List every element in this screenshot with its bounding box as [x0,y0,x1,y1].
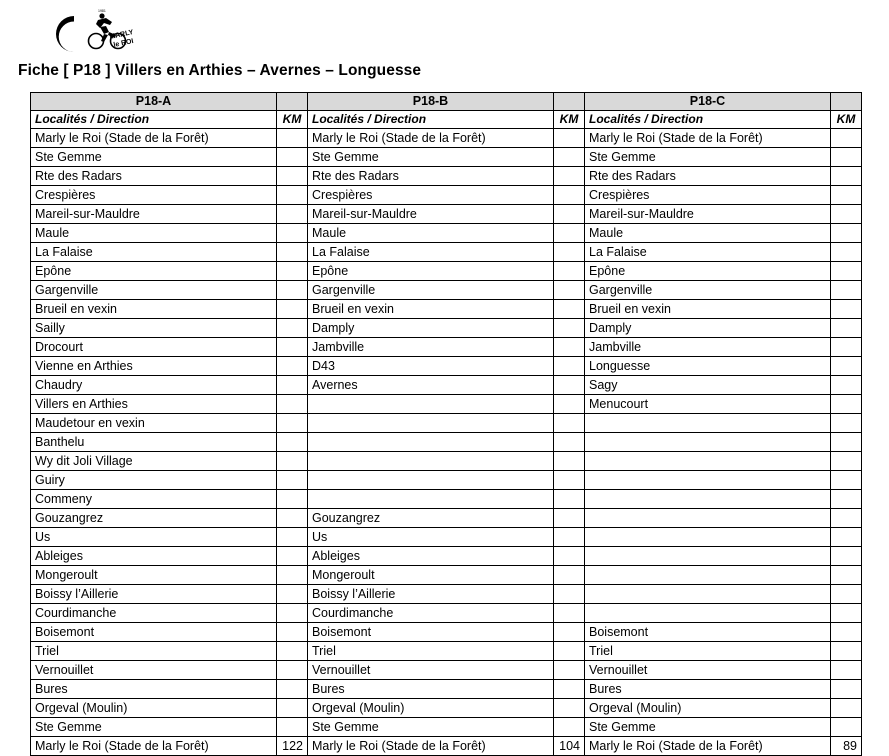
cell-locality-a: Ableiges [31,547,277,566]
cell-km-a [277,585,308,604]
cell-km-b [554,357,585,376]
cell-km-c [831,642,862,661]
cell-km-a [277,433,308,452]
cell-km-c [831,338,862,357]
cell-locality-c [585,490,831,509]
cell-locality-c: Sagy [585,376,831,395]
cell-km-b [554,281,585,300]
cell-locality-a: Gargenville [31,281,277,300]
cell-locality-c: Vernouillet [585,661,831,680]
cell-km-b [554,433,585,452]
table-row [31,319,862,338]
cell-km-b [554,414,585,433]
cell-km-b [554,300,585,319]
cell-locality-a: Ste Gemme [31,148,277,167]
column-header-locality-b: Localités / Direction [308,111,554,129]
cell-km-b [554,395,585,414]
cell-km-c [831,433,862,452]
cell-km-a [277,262,308,281]
cell-locality-b: Courdimanche [308,604,554,623]
cell-km-a [277,224,308,243]
cell-km-c [831,186,862,205]
cell-locality-c: Gargenville [585,281,831,300]
cell-km-b [554,376,585,395]
svg-text:le ROI: le ROI [112,37,135,49]
routes-table-container [30,92,862,756]
cell-locality-c: Orgeval (Moulin) [585,699,831,718]
cell-km-b [554,547,585,566]
page-title: Fiche [ P18 ] Villers en Arthies – Avernes – Longuesse [18,62,422,79]
cell-locality-b [308,395,554,414]
cell-km-a [277,661,308,680]
cell-locality-a: Chaudry [31,376,277,395]
cell-km-b [554,661,585,680]
cell-locality-a: Epône [31,262,277,281]
cell-km-b [554,718,585,737]
cell-locality-a: Orgeval (Moulin) [31,699,277,718]
cell-locality-b: Brueil en vexin [308,300,554,319]
cell-km-c [831,509,862,528]
table-row [31,471,862,490]
cell-locality-c: Menucourt [585,395,831,414]
cell-km-b [554,509,585,528]
cell-locality-c: Marly le Roi (Stade de la Forêt) [585,129,831,148]
cell-locality-a: Gouzangrez [31,509,277,528]
cell-locality-c: Maule [585,224,831,243]
cell-locality-a: Boisemont [31,623,277,642]
cell-km-a [277,186,308,205]
cell-km-c [831,566,862,585]
column-header-km-c: KM [831,111,862,129]
cell-km-c [831,395,862,414]
cell-km-a [277,338,308,357]
svg-text:1981: 1981 [98,9,106,13]
cell-km-b [554,680,585,699]
cell-locality-b: Vernouillet [308,661,554,680]
cell-locality-c [585,471,831,490]
cell-km-c [831,699,862,718]
cell-locality-c [585,414,831,433]
cell-locality-b: Triel [308,642,554,661]
club-logo [40,8,160,56]
cell-locality-c: Mareil-sur-Mauldre [585,205,831,224]
cell-locality-b [308,452,554,471]
group-header-p18a-km-spacer [277,93,308,111]
table-row [31,642,862,661]
cell-locality-b: Maule [308,224,554,243]
cell-locality-c: Jambville [585,338,831,357]
cell-locality-b [308,490,554,509]
cell-locality-b [308,433,554,452]
cell-km-b [554,642,585,661]
column-header-km-b: KM [554,111,585,129]
cell-locality-a: Maule [31,224,277,243]
cell-locality-b: Gouzangrez [308,509,554,528]
cell-locality-a: Vernouillet [31,661,277,680]
cell-km-c [831,300,862,319]
cell-km-c [831,376,862,395]
table-row [31,186,862,205]
cell-km-c [831,281,862,300]
cell-locality-c: Damply [585,319,831,338]
cell-locality-b: Rte des Radars [308,167,554,186]
cell-locality-c: Triel [585,642,831,661]
cell-km-b [554,205,585,224]
cell-locality-c [585,604,831,623]
cell-km-b: 104 [554,737,585,756]
cell-locality-b: Ste Gemme [308,148,554,167]
cell-km-b [554,224,585,243]
cell-km-a [277,395,308,414]
cell-locality-a: Courdimanche [31,604,277,623]
cell-locality-b: Epône [308,262,554,281]
cell-km-a [277,243,308,262]
cell-km-b [554,623,585,642]
cell-km-c [831,414,862,433]
cell-km-c [831,490,862,509]
cell-locality-b: Boisemont [308,623,554,642]
cell-km-a [277,471,308,490]
cell-km-c [831,471,862,490]
cell-km-a [277,566,308,585]
cell-locality-c: Brueil en vexin [585,300,831,319]
cell-locality-c: Boisemont [585,623,831,642]
cell-km-c [831,661,862,680]
cell-locality-a: Vienne en Arthies [31,357,277,376]
cell-km-b [554,452,585,471]
cell-km-c [831,357,862,376]
cell-km-b [554,699,585,718]
table-row [31,300,862,319]
cell-locality-c [585,452,831,471]
table-row [31,509,862,528]
cell-km-c [831,718,862,737]
group-header-p18b-km-spacer [554,93,585,111]
cell-km-c [831,528,862,547]
cell-km-b [554,471,585,490]
cell-km-a [277,680,308,699]
cell-locality-a: Maudetour en vexin [31,414,277,433]
cell-locality-a: Guiry [31,471,277,490]
cell-locality-b: Crespières [308,186,554,205]
table-row [31,414,862,433]
cell-km-c [831,604,862,623]
group-header-p18c: P18-C [585,93,831,111]
cell-locality-c: Ste Gemme [585,148,831,167]
cell-km-a [277,414,308,433]
table-row [31,148,862,167]
cell-locality-b: Ste Gemme [308,718,554,737]
cell-km-b [554,148,585,167]
table-row [31,737,862,756]
table-row [31,680,862,699]
table-row [31,243,862,262]
cell-km-b [554,528,585,547]
cell-locality-a: Us [31,528,277,547]
cell-km-a [277,490,308,509]
cell-km-a [277,642,308,661]
table-row [31,452,862,471]
cell-km-b [554,604,585,623]
cell-km-c [831,319,862,338]
cell-locality-a: Mareil-sur-Mauldre [31,205,277,224]
cell-locality-b: Jambville [308,338,554,357]
cell-km-c: 89 [831,737,862,756]
group-header-p18a: P18-A [31,93,277,111]
cell-km-c [831,148,862,167]
table-row [31,167,862,186]
cell-locality-c [585,566,831,585]
cell-locality-a: Bures [31,680,277,699]
marly-le-roi-logo-icon [40,8,160,56]
table-row [31,604,862,623]
table-row [31,433,862,452]
table-row [31,623,862,642]
cell-locality-c: Rte des Radars [585,167,831,186]
cell-locality-b: Damply [308,319,554,338]
cell-km-c [831,680,862,699]
cell-km-a [277,319,308,338]
cell-locality-a: Mongeroult [31,566,277,585]
cell-km-c [831,205,862,224]
cell-locality-a: Wy dit Joli Village [31,452,277,471]
column-header-km-a: KM [277,111,308,129]
cell-locality-a: Boissy l’Aillerie [31,585,277,604]
table-row [31,338,862,357]
cell-km-a [277,509,308,528]
cell-km-a [277,148,308,167]
cell-locality-c: Crespières [585,186,831,205]
table-row [31,661,862,680]
table-row [31,224,862,243]
cell-km-b [554,566,585,585]
cell-locality-c [585,547,831,566]
table-row [31,281,862,300]
cell-km-c [831,452,862,471]
cell-km-a [277,718,308,737]
cell-km-a [277,604,308,623]
cell-km-b [554,338,585,357]
cell-km-a [277,281,308,300]
cell-locality-b: Orgeval (Moulin) [308,699,554,718]
cell-locality-b: Marly le Roi (Stade de la Forêt) [308,129,554,148]
column-header-locality-a: Localités / Direction [31,111,277,129]
cell-km-b [554,585,585,604]
cell-locality-b: Mareil-sur-Mauldre [308,205,554,224]
cell-locality-c: Longuesse [585,357,831,376]
table-group-header-row [31,93,862,111]
cell-km-c [831,585,862,604]
table-column-header-row [31,111,862,129]
cell-km-a [277,547,308,566]
cell-locality-a: Crespières [31,186,277,205]
cell-km-c [831,623,862,642]
cell-km-c [831,243,862,262]
cell-locality-a: Marly le Roi (Stade de la Forêt) [31,737,277,756]
column-header-locality-c: Localités / Direction [585,111,831,129]
group-header-p18b: P18-B [308,93,554,111]
cell-locality-b: Marly le Roi (Stade de la Forêt) [308,737,554,756]
table-row [31,395,862,414]
cell-locality-a: Drocourt [31,338,277,357]
table-row [31,547,862,566]
table-row [31,490,862,509]
table-row [31,585,862,604]
cell-locality-a: Villers en Arthies [31,395,277,414]
cell-locality-a: La Falaise [31,243,277,262]
group-header-p18c-km-spacer [831,93,862,111]
cell-km-c [831,547,862,566]
cell-km-b [554,262,585,281]
cell-locality-b: Bures [308,680,554,699]
cell-locality-c [585,528,831,547]
cell-locality-c: Marly le Roi (Stade de la Forêt) [585,737,831,756]
cell-locality-a: Commeny [31,490,277,509]
cell-km-a [277,452,308,471]
cell-km-a [277,300,308,319]
table-row [31,205,862,224]
cell-km-c [831,224,862,243]
cell-locality-b: Gargenville [308,281,554,300]
cell-locality-c: Epône [585,262,831,281]
cell-locality-b: Mongeroult [308,566,554,585]
cell-locality-b: Avernes [308,376,554,395]
table-row [31,376,862,395]
cell-km-a [277,205,308,224]
cell-locality-a: Sailly [31,319,277,338]
cell-locality-c: La Falaise [585,243,831,262]
cell-locality-a: Triel [31,642,277,661]
cell-locality-b: Boissy l’Aillerie [308,585,554,604]
cell-km-a [277,357,308,376]
cell-locality-c: Bures [585,680,831,699]
cell-locality-a: Ste Gemme [31,718,277,737]
cell-locality-b: Us [308,528,554,547]
cell-km-c [831,262,862,281]
cell-km-a [277,376,308,395]
cell-locality-b: Ableiges [308,547,554,566]
cell-km-a [277,699,308,718]
cell-locality-c [585,585,831,604]
cell-km-b [554,490,585,509]
cell-locality-a: Rte des Radars [31,167,277,186]
cell-locality-c [585,433,831,452]
cell-km-a [277,623,308,642]
svg-text:MARLY: MARLY [108,29,135,41]
cell-locality-a: Banthelu [31,433,277,452]
table-row [31,699,862,718]
cell-km-a [277,528,308,547]
cell-km-a [277,129,308,148]
table-row [31,528,862,547]
cell-locality-b: La Falaise [308,243,554,262]
cell-km-b [554,319,585,338]
cell-locality-c: Ste Gemme [585,718,831,737]
cell-km-b [554,129,585,148]
cell-locality-c [585,509,831,528]
routes-table-body [31,129,862,756]
cell-km-b [554,186,585,205]
cell-km-b [554,167,585,186]
cell-locality-a: Brueil en vexin [31,300,277,319]
cell-locality-b [308,414,554,433]
table-row [31,357,862,376]
routes-table [30,92,862,756]
cell-locality-a: Marly le Roi (Stade de la Forêt) [31,129,277,148]
cell-km-c [831,129,862,148]
table-row [31,262,862,281]
cell-km-a: 122 [277,737,308,756]
cell-km-a [277,167,308,186]
cell-locality-b: D43 [308,357,554,376]
table-row [31,129,862,148]
cell-locality-b [308,471,554,490]
table-row [31,718,862,737]
table-row [31,566,862,585]
cell-km-b [554,243,585,262]
cell-km-c [831,167,862,186]
